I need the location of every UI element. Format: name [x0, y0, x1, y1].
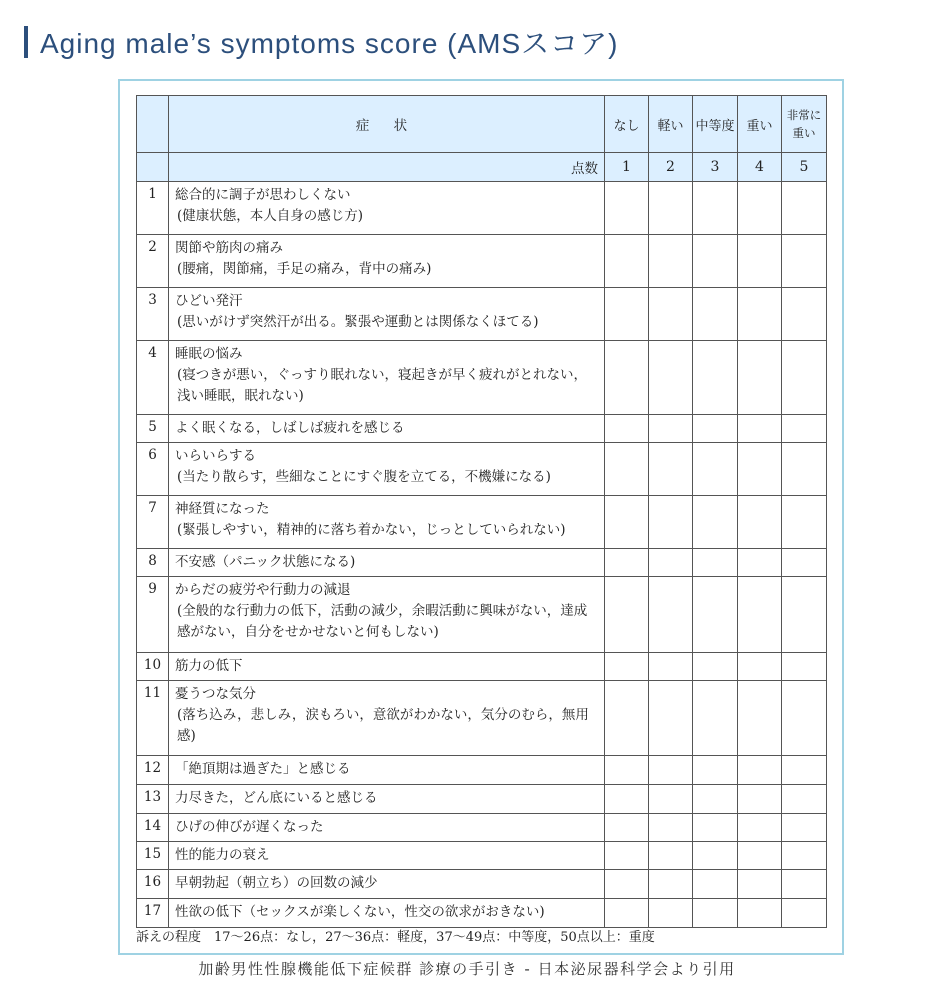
score-cell-5[interactable]	[782, 756, 827, 785]
score-cell-2[interactable]	[649, 785, 693, 814]
symptom-cell	[169, 870, 605, 899]
row-number: 5	[137, 415, 169, 443]
score-blank-cell	[137, 153, 169, 182]
score-cell-2[interactable]	[649, 577, 693, 653]
header-blank-cell	[137, 96, 169, 153]
score-cell-3[interactable]	[693, 415, 738, 443]
score-cell-2[interactable]	[649, 288, 693, 341]
score-cell-3[interactable]	[693, 443, 738, 496]
table-row	[137, 681, 827, 756]
score-cell-3[interactable]	[693, 182, 738, 235]
score-cell-2[interactable]	[649, 899, 693, 928]
symptom-cell	[169, 842, 605, 870]
symptom-detail: (腰痛，関節痛，手足の痛み，背中の痛み)	[177, 261, 432, 277]
score-cell-5[interactable]	[782, 899, 827, 928]
score-cell-3[interactable]	[693, 785, 738, 814]
score-cell-5[interactable]	[782, 415, 827, 443]
score-cell-3[interactable]	[693, 842, 738, 870]
score-cell-3[interactable]	[693, 577, 738, 653]
symptom-title: よく眠くなる，しばしば疲れを感じる	[175, 420, 405, 436]
symptom-cell	[169, 899, 605, 928]
symptom-cell	[169, 785, 605, 814]
symptom-title: 筋力の低下	[175, 658, 243, 674]
row-number: 3	[137, 288, 169, 341]
symptom-title: 「絶頂期は過ぎた」と感じる	[175, 761, 351, 777]
symptom-cell	[169, 496, 605, 549]
symptom-rows	[137, 182, 827, 928]
symptom-title: いらいらする	[175, 448, 256, 464]
table-row	[137, 288, 827, 341]
score-cell-4[interactable]	[738, 496, 782, 549]
score-cell-3[interactable]	[693, 235, 738, 288]
score-cell-2[interactable]	[649, 235, 693, 288]
score-cell-4[interactable]	[738, 341, 782, 415]
symptom-detail: (緊張しやすい，精神的に落ち着かない，じっとしていられない)	[177, 522, 566, 538]
page-title: Aging male’s symptoms score (AMSスコア)	[40, 28, 619, 59]
score-cell-2[interactable]	[649, 842, 693, 870]
row-number: 2	[137, 235, 169, 288]
score-cell-4[interactable]	[738, 182, 782, 235]
table-row	[137, 182, 827, 235]
score-cell-4[interactable]	[738, 814, 782, 842]
score-cell-1[interactable]	[605, 577, 649, 653]
score-cell-1[interactable]	[605, 182, 649, 235]
symptom-title: からだの疲労や行動力の減退	[175, 582, 351, 598]
score-cell-3[interactable]	[693, 549, 738, 577]
score-5: 5	[782, 153, 827, 182]
score-cell-4[interactable]	[738, 549, 782, 577]
symptom-title: 力尽きた，どん底にいると感じる	[175, 790, 378, 806]
score-cell-4[interactable]	[738, 653, 782, 681]
score-cell-3[interactable]	[693, 681, 738, 756]
symptom-title: 関節や筋肉の痛み	[175, 240, 283, 256]
symptom-cell	[169, 681, 605, 756]
score-cell-5[interactable]	[782, 785, 827, 814]
row-number: 11	[137, 681, 169, 756]
table-row	[137, 496, 827, 549]
score-label: 点数	[169, 153, 605, 182]
score-cell-3[interactable]	[693, 870, 738, 899]
symptom-cell	[169, 415, 605, 443]
score-cell-4[interactable]	[738, 415, 782, 443]
score-cell-2[interactable]	[649, 182, 693, 235]
row-number: 4	[137, 341, 169, 415]
table-row	[137, 549, 827, 577]
score-1: 1	[605, 153, 649, 182]
score-cell-2[interactable]	[649, 549, 693, 577]
score-cell-1[interactable]	[605, 415, 649, 443]
symptom-cell	[169, 341, 605, 415]
row-number: 6	[137, 443, 169, 496]
score-cell-2[interactable]	[649, 415, 693, 443]
score-header-row	[137, 153, 827, 182]
row-number: 17	[137, 899, 169, 928]
score-cell-4[interactable]	[738, 681, 782, 756]
table-row	[137, 415, 827, 443]
score-cell-4[interactable]	[738, 235, 782, 288]
score-cell-4[interactable]	[738, 443, 782, 496]
row-number: 16	[137, 870, 169, 899]
score-cell-2[interactable]	[649, 496, 693, 549]
row-number: 10	[137, 653, 169, 681]
symptom-detail: (全般的な行動力の低下，活動の減少，余暇活動に興味がない，達成感がない，自分をせかせないと何もしない)	[177, 603, 588, 640]
score-cell-2[interactable]	[649, 443, 693, 496]
score-cell-1[interactable]	[605, 756, 649, 785]
ams-score-table	[136, 95, 827, 928]
score-cell-2[interactable]	[649, 681, 693, 756]
score-2: 2	[649, 153, 693, 182]
score-3: 3	[693, 153, 738, 182]
score-cell-1[interactable]	[605, 842, 649, 870]
score-cell-1[interactable]	[605, 341, 649, 415]
source-citation: 加齢男性性腺機能低下症候群 診療の手引き - 日本泌尿器科学会より引用	[198, 960, 736, 978]
score-cell-2[interactable]	[649, 341, 693, 415]
score-cell-5[interactable]	[782, 235, 827, 288]
score-cell-1[interactable]	[605, 443, 649, 496]
symptom-title: 総合的に調子が思わしくない	[175, 187, 351, 203]
symptom-title: 憂うつな気分	[175, 686, 256, 702]
score-cell-5[interactable]	[782, 182, 827, 235]
title-row	[24, 22, 619, 62]
symptom-cell	[169, 443, 605, 496]
table-row	[137, 842, 827, 870]
score-cell-2[interactable]	[649, 653, 693, 681]
table-row	[137, 814, 827, 842]
row-number: 15	[137, 842, 169, 870]
score-cell-1[interactable]	[605, 235, 649, 288]
symptom-title: 神経質になった	[175, 501, 270, 517]
header-col-none: なし	[605, 96, 649, 153]
table-row	[137, 443, 827, 496]
score-cell-5[interactable]	[782, 814, 827, 842]
symptom-title: 不安感（パニック状態になる)	[175, 554, 356, 570]
row-number: 9	[137, 577, 169, 653]
symptom-cell	[169, 756, 605, 785]
score-cell-1[interactable]	[605, 288, 649, 341]
score-cell-3[interactable]	[693, 496, 738, 549]
score-cell-5[interactable]	[782, 681, 827, 756]
symptom-cell	[169, 814, 605, 842]
row-number: 7	[137, 496, 169, 549]
symptom-cell	[169, 577, 605, 653]
row-number: 13	[137, 785, 169, 814]
score-cell-4[interactable]	[738, 870, 782, 899]
symptom-cell	[169, 182, 605, 235]
symptom-detail: (当たり散らす，些細なことにすぐ腹を立てる，不機嫌になる)	[177, 469, 551, 485]
table-row	[137, 577, 827, 653]
symptom-detail: (落ち込み，悲しみ，涙もろい，意欲がわかない，気分のむら，無用感)	[177, 707, 589, 744]
score-cell-1[interactable]	[605, 870, 649, 899]
header-col-very-severe: 非常に重い	[782, 96, 827, 153]
score-cell-5[interactable]	[782, 870, 827, 899]
score-cell-5[interactable]	[782, 443, 827, 496]
table-row	[137, 785, 827, 814]
score-cell-1[interactable]	[605, 899, 649, 928]
score-cell-2[interactable]	[649, 814, 693, 842]
score-cell-1[interactable]	[605, 785, 649, 814]
score-cell-5[interactable]	[782, 496, 827, 549]
row-number: 8	[137, 549, 169, 577]
score-cell-3[interactable]	[693, 653, 738, 681]
table-row	[137, 341, 827, 415]
table-row	[137, 899, 827, 928]
score-4: 4	[738, 153, 782, 182]
score-cell-4[interactable]	[738, 785, 782, 814]
score-cell-3[interactable]	[693, 288, 738, 341]
score-cell-2[interactable]	[649, 870, 693, 899]
score-cell-4[interactable]	[738, 899, 782, 928]
symptom-cell	[169, 549, 605, 577]
header-symptom: 症 状	[169, 96, 605, 153]
row-number: 12	[137, 756, 169, 785]
table-row	[137, 870, 827, 899]
score-cell-1[interactable]	[605, 549, 649, 577]
header-col-mild: 軽い	[649, 96, 693, 153]
table-row	[137, 653, 827, 681]
score-cell-1[interactable]	[605, 496, 649, 549]
score-cell-1[interactable]	[605, 681, 649, 756]
score-cell-4[interactable]	[738, 756, 782, 785]
table-row	[137, 235, 827, 288]
severity-legend: 訴えの程度 17〜26点：なし，27〜36点：軽度，37〜49点：中等度，50点以上：重度	[136, 930, 655, 945]
symptom-cell	[169, 653, 605, 681]
score-cell-3[interactable]	[693, 814, 738, 842]
table-row	[137, 756, 827, 785]
header-row	[137, 96, 827, 153]
symptom-detail: (寝つきが悪い，ぐっすり眠れない，寝起きが早く疲れがとれない，浅い睡眠，眠れない)	[177, 367, 587, 404]
score-cell-5[interactable]	[782, 341, 827, 415]
symptom-title: 性欲の低下（セックスが楽しくない，性交の欲求がおきない)	[175, 904, 545, 920]
score-cell-3[interactable]	[693, 756, 738, 785]
row-number: 14	[137, 814, 169, 842]
score-cell-5[interactable]	[782, 842, 827, 870]
symptom-cell	[169, 288, 605, 341]
symptom-title: 性的能力の衰え	[175, 847, 270, 863]
score-cell-5[interactable]	[782, 653, 827, 681]
row-number: 1	[137, 182, 169, 235]
score-cell-5[interactable]	[782, 577, 827, 653]
symptom-detail: (思いがけず突然汗が出る。緊張や運動とは関係なくほてる)	[177, 314, 539, 330]
score-cell-5[interactable]	[782, 549, 827, 577]
score-cell-5[interactable]	[782, 288, 827, 341]
score-cell-4[interactable]	[738, 842, 782, 870]
score-cell-4[interactable]	[738, 577, 782, 653]
score-cell-1[interactable]	[605, 814, 649, 842]
score-cell-4[interactable]	[738, 288, 782, 341]
score-cell-3[interactable]	[693, 899, 738, 928]
score-cell-2[interactable]	[649, 756, 693, 785]
header-col-severe: 重い	[738, 96, 782, 153]
symptom-title: ひどい発汗	[175, 293, 243, 309]
symptom-detail: (健康状態，本人自身の感じ方)	[177, 208, 364, 224]
symptom-title: ひげの伸びが遅くなった	[175, 819, 324, 835]
score-cell-3[interactable]	[693, 341, 738, 415]
symptom-cell	[169, 235, 605, 288]
symptom-title: 早朝勃起（朝立ち）の回数の減少	[175, 875, 378, 891]
header-col-moderate: 中等度	[693, 96, 738, 153]
score-cell-1[interactable]	[605, 653, 649, 681]
symptom-title: 睡眠の悩み	[175, 346, 243, 362]
title-accent-bar	[24, 26, 28, 58]
